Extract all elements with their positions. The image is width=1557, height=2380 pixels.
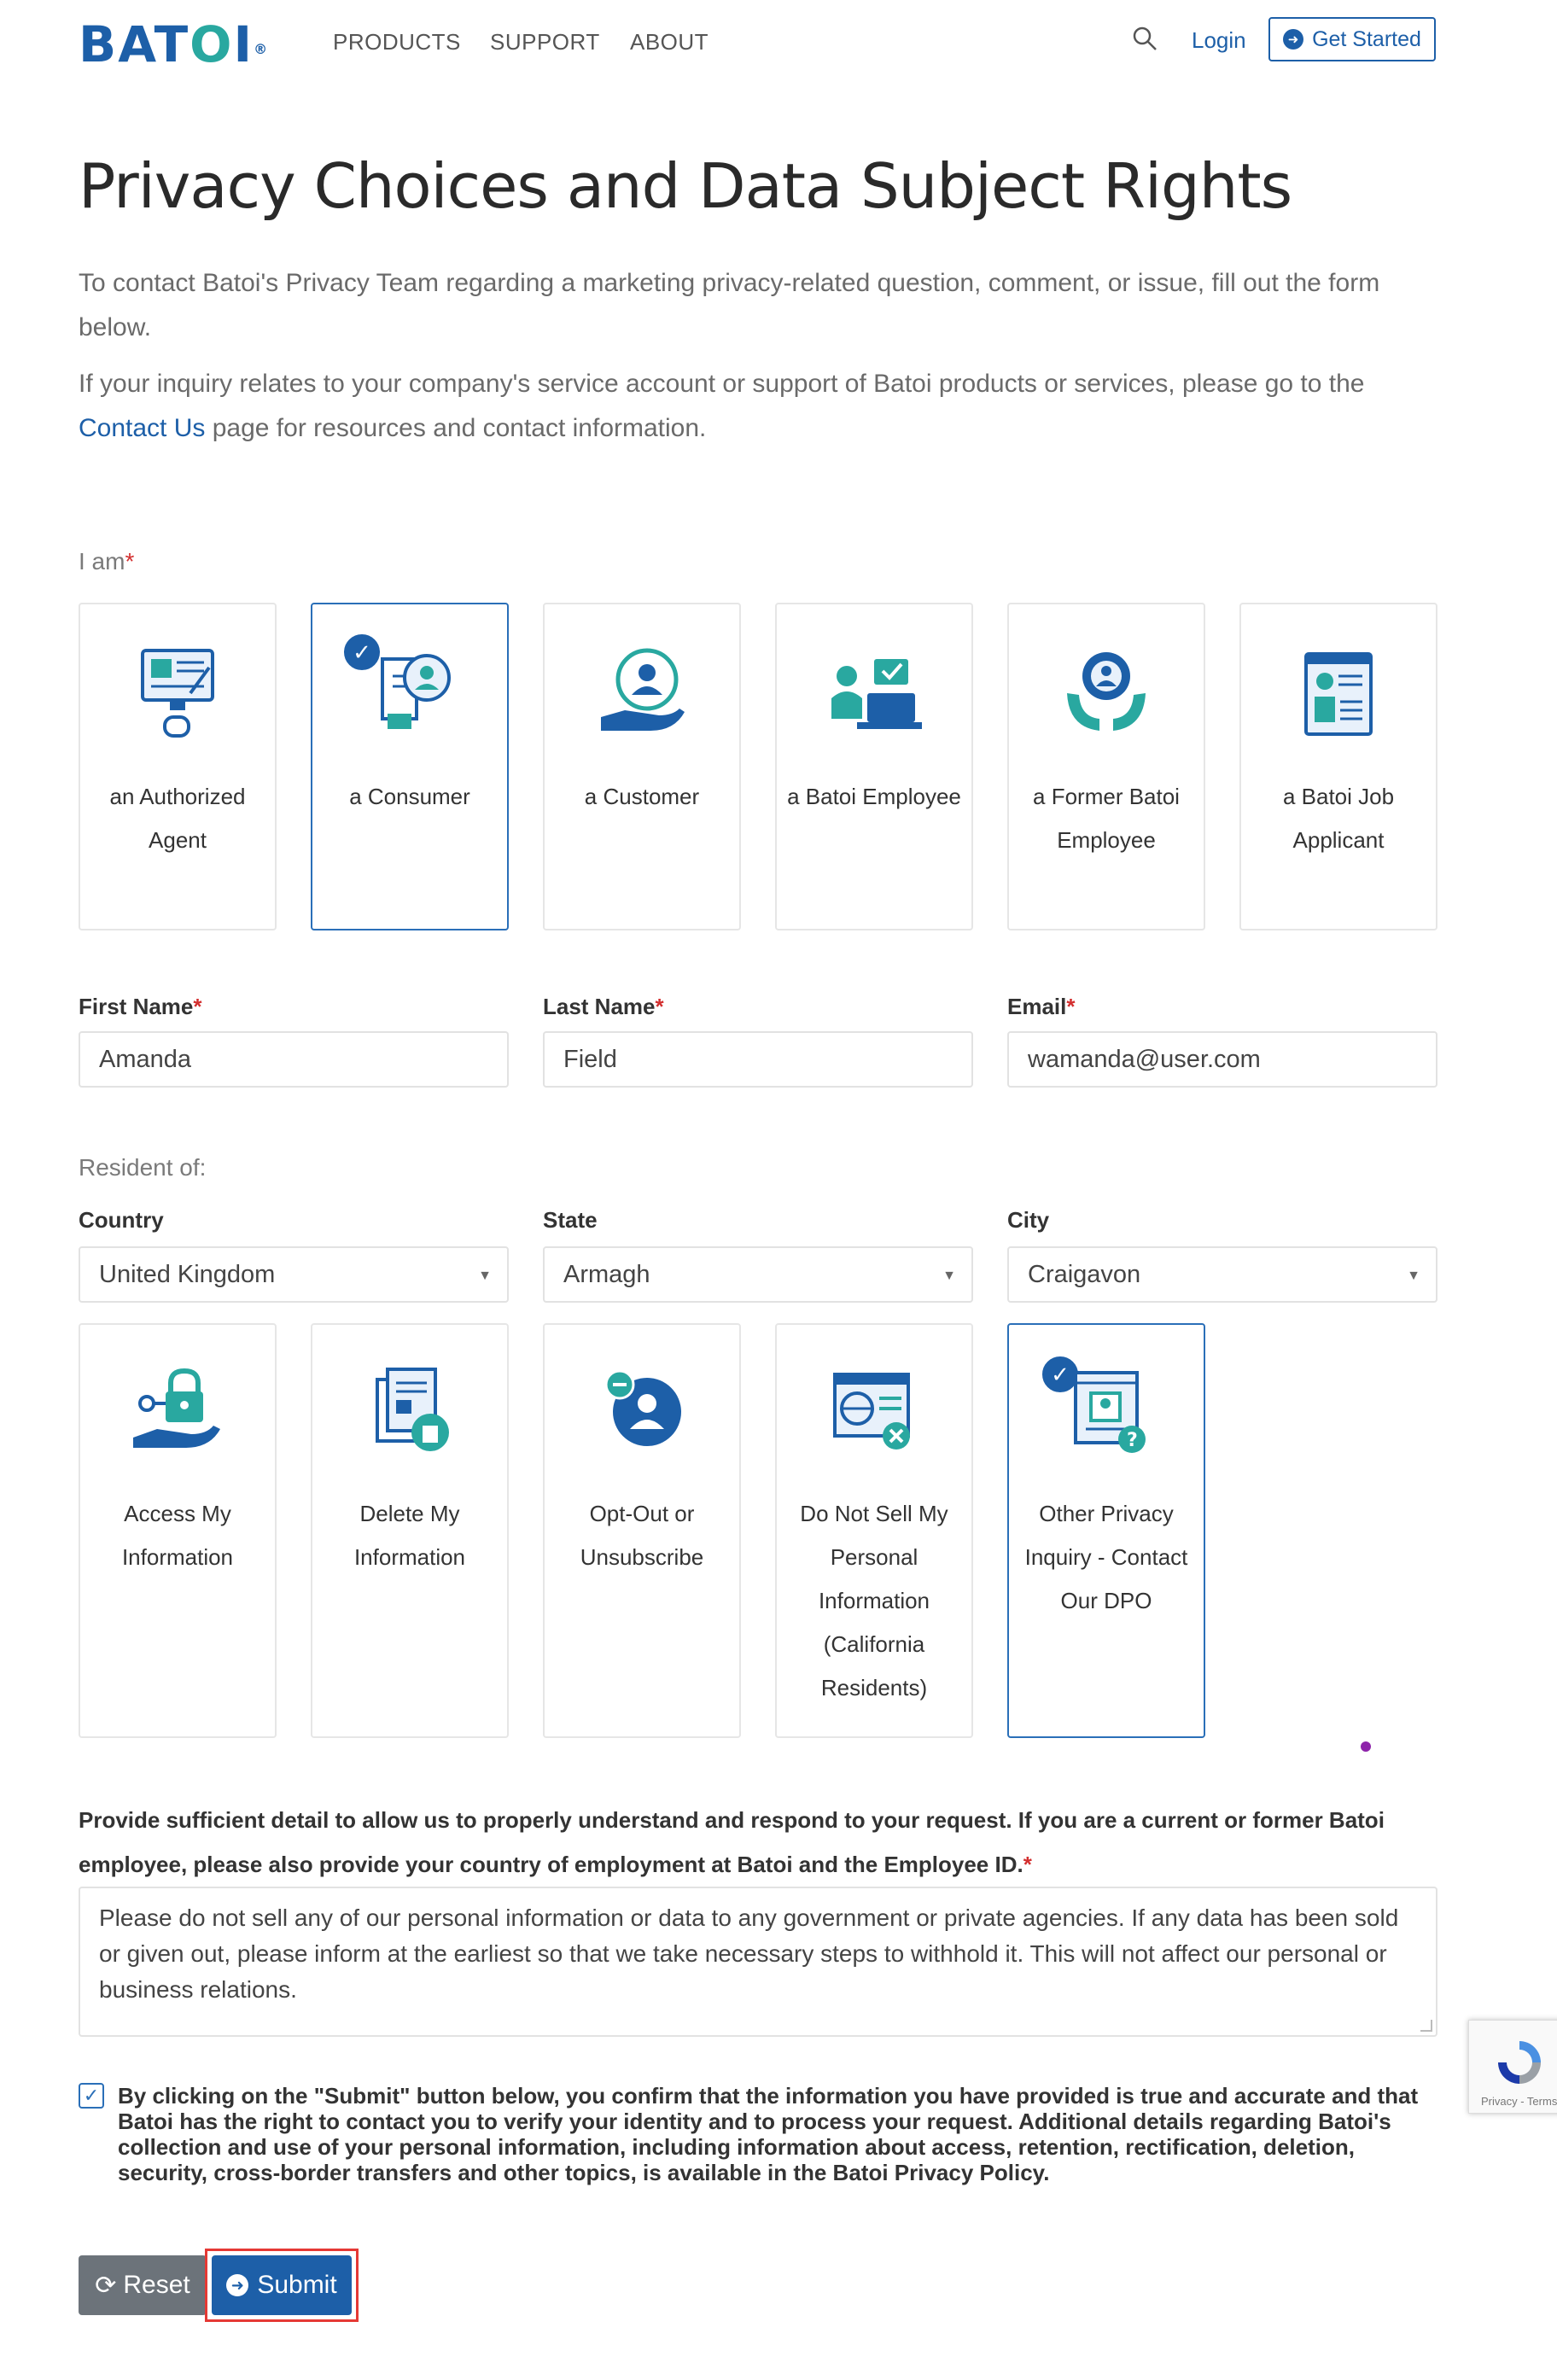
submit-label: Submit [257, 2271, 337, 2299]
customer-icon [591, 642, 693, 744]
recaptcha-icon [1493, 2036, 1546, 2089]
logo-text: BATOI [79, 15, 254, 73]
job-applicant-icon [1287, 642, 1390, 744]
notification-dot [1361, 1741, 1371, 1752]
required-mark: * [655, 994, 664, 1019]
former-employee-icon [1055, 642, 1158, 744]
request-card-delete[interactable] [311, 1323, 509, 1738]
email-label-text: Email [1007, 994, 1067, 1019]
first-name-label [79, 994, 202, 1020]
consent-checkbox[interactable] [79, 2083, 104, 2109]
employee-icon [823, 642, 925, 744]
role-label: a Consumer [349, 784, 470, 809]
last-name-label-text: Last Name [543, 994, 656, 1019]
request-label: Access My Information [121, 1501, 234, 1570]
state-select[interactable] [543, 1246, 973, 1303]
details-label [79, 1798, 1444, 1887]
resident-label: Resident of: [79, 1154, 207, 1181]
search-icon[interactable] [1132, 26, 1158, 51]
city-value: Craigavon [1028, 1260, 1141, 1288]
role-card-consumer[interactable] [311, 603, 509, 930]
request-label: Opt-Out or Unsubscribe [580, 1501, 704, 1570]
recaptcha-text: Privacy - Terms [1481, 2095, 1557, 2108]
role-label: a Former Batoi Employee [1033, 784, 1180, 853]
checkmark-icon: ✓ [83, 2085, 100, 2106]
access-lock-icon [126, 1359, 229, 1461]
caret-down-icon: ▼ [478, 1269, 492, 1283]
required-mark: * [193, 994, 202, 1019]
contact-us-link[interactable]: Contact Us [79, 414, 206, 442]
intro2-prefix: If your inquiry relates to your company's service account or support of Batoi products or services, please go to the [79, 370, 1365, 398]
arrow-right-circle-icon: ➜ [1283, 29, 1303, 50]
login-link[interactable]: Login [1192, 27, 1246, 53]
caret-down-icon: ▼ [1407, 1269, 1420, 1283]
required-mark: * [1023, 1852, 1032, 1877]
role-card-authorized-agent[interactable] [79, 603, 277, 930]
privacy-inquiry-icon [1055, 1359, 1158, 1461]
role-label: a Batoi Job Applicant [1282, 784, 1395, 853]
state-value: Armagh [563, 1260, 650, 1288]
role-card-job-applicant[interactable] [1239, 603, 1437, 930]
role-card-customer[interactable] [543, 603, 741, 930]
request-card-other-inquiry[interactable] [1007, 1323, 1205, 1738]
last-name-field[interactable]: Field [543, 1031, 973, 1088]
authorized-agent-icon [131, 642, 225, 744]
required-mark: * [1066, 994, 1076, 1019]
last-name-label [543, 994, 664, 1020]
delete-document-icon [359, 1359, 461, 1461]
request-label: Other Privacy Inquiry - Contact Our DPO [1024, 1501, 1188, 1613]
recaptcha-badge[interactable] [1468, 2020, 1557, 2114]
submit-button[interactable] [212, 2255, 352, 2315]
first-name-field[interactable]: Amanda [79, 1031, 509, 1088]
nav-products[interactable]: PRODUCTS [333, 29, 461, 55]
request-label: Delete My Information [353, 1501, 466, 1570]
iam-label [79, 548, 134, 575]
city-select[interactable] [1007, 1246, 1437, 1303]
reset-button[interactable] [79, 2255, 207, 2315]
role-label: a Batoi Employee [787, 784, 961, 809]
consent-text: By clicking on the "Submit" button below, you confirm that the information you have provided is true and accurate and that Batoi has the right to contact you to verify your identity and to process your request. Additional details regarding Batoi's collection and use of your personal information, including information about access, retention, rectification, deletion, security, cross-border transfers and other topics, is available in the Batoi Privacy Policy. [118, 2083, 1419, 2185]
brand-logo[interactable] [79, 15, 270, 73]
request-card-access[interactable] [79, 1323, 277, 1738]
refresh-icon: ⟳ [95, 2271, 117, 2300]
required-mark: * [125, 548, 135, 575]
role-card-employee[interactable] [775, 603, 973, 930]
opt-out-user-icon [591, 1359, 693, 1461]
selected-check-icon: ✓ [341, 632, 382, 673]
iam-label-text: I am [79, 548, 125, 575]
details-label-text: Provide sufficient detail to allow us to properly understand and respond to your request. If you are a current or former Batoi employee, please also provide your country of employment at Batoi and the Employee ID. [79, 1807, 1385, 1877]
nav-support[interactable]: SUPPORT [490, 29, 600, 55]
country-select[interactable] [79, 1246, 509, 1303]
caret-down-icon: ▼ [942, 1269, 956, 1283]
email-field[interactable]: wamanda@user.com [1007, 1031, 1437, 1088]
request-label: Do Not Sell My Personal Information (California Residents) [800, 1501, 948, 1700]
country-label: Country [79, 1207, 164, 1233]
email-label [1007, 994, 1076, 1020]
selected-check-icon: ✓ [1040, 1354, 1081, 1395]
intro2-suffix: page for resources and contact information. [205, 414, 707, 442]
page-title: Privacy Choices and Data Subject Rights [79, 150, 1292, 222]
intro-contact-text [79, 362, 1444, 451]
city-label: City [1007, 1207, 1050, 1233]
svg-text:?: ? [1127, 1430, 1138, 1451]
first-name-label-text: First Name [79, 994, 194, 1019]
logo-trademark: ® [254, 41, 270, 57]
details-textarea[interactable] [79, 1887, 1437, 2037]
nav-about[interactable]: ABOUT [630, 29, 709, 55]
country-value: United Kingdom [99, 1260, 276, 1288]
request-card-opt-out[interactable] [543, 1323, 741, 1738]
reset-label: Reset [123, 2271, 190, 2299]
role-card-former-employee[interactable] [1007, 603, 1205, 930]
get-started-button[interactable] [1268, 17, 1436, 61]
state-label: State [543, 1207, 598, 1233]
request-card-do-not-sell[interactable] [775, 1323, 973, 1738]
do-not-sell-icon [823, 1359, 925, 1461]
details-value: Please do not sell any of our personal information or data to any government or private agencies. If any data has been sold or given out, please inform at the earliest so that we take necessary steps to withhold it. This will not affect our personal or business relations. [99, 1905, 1399, 2003]
role-label: an Authorized Agent [109, 784, 246, 853]
get-started-label: Get Started [1312, 26, 1421, 51]
arrow-right-circle-icon: ➜ [226, 2274, 248, 2296]
role-label: a Customer [584, 784, 700, 809]
intro-text: To contact Batoi's Privacy Team regarding a marketing privacy-related question, comment, or issue, fill out the form below. [79, 269, 1380, 341]
consumer-icon [359, 642, 461, 744]
resize-handle[interactable] [1420, 2020, 1432, 2032]
